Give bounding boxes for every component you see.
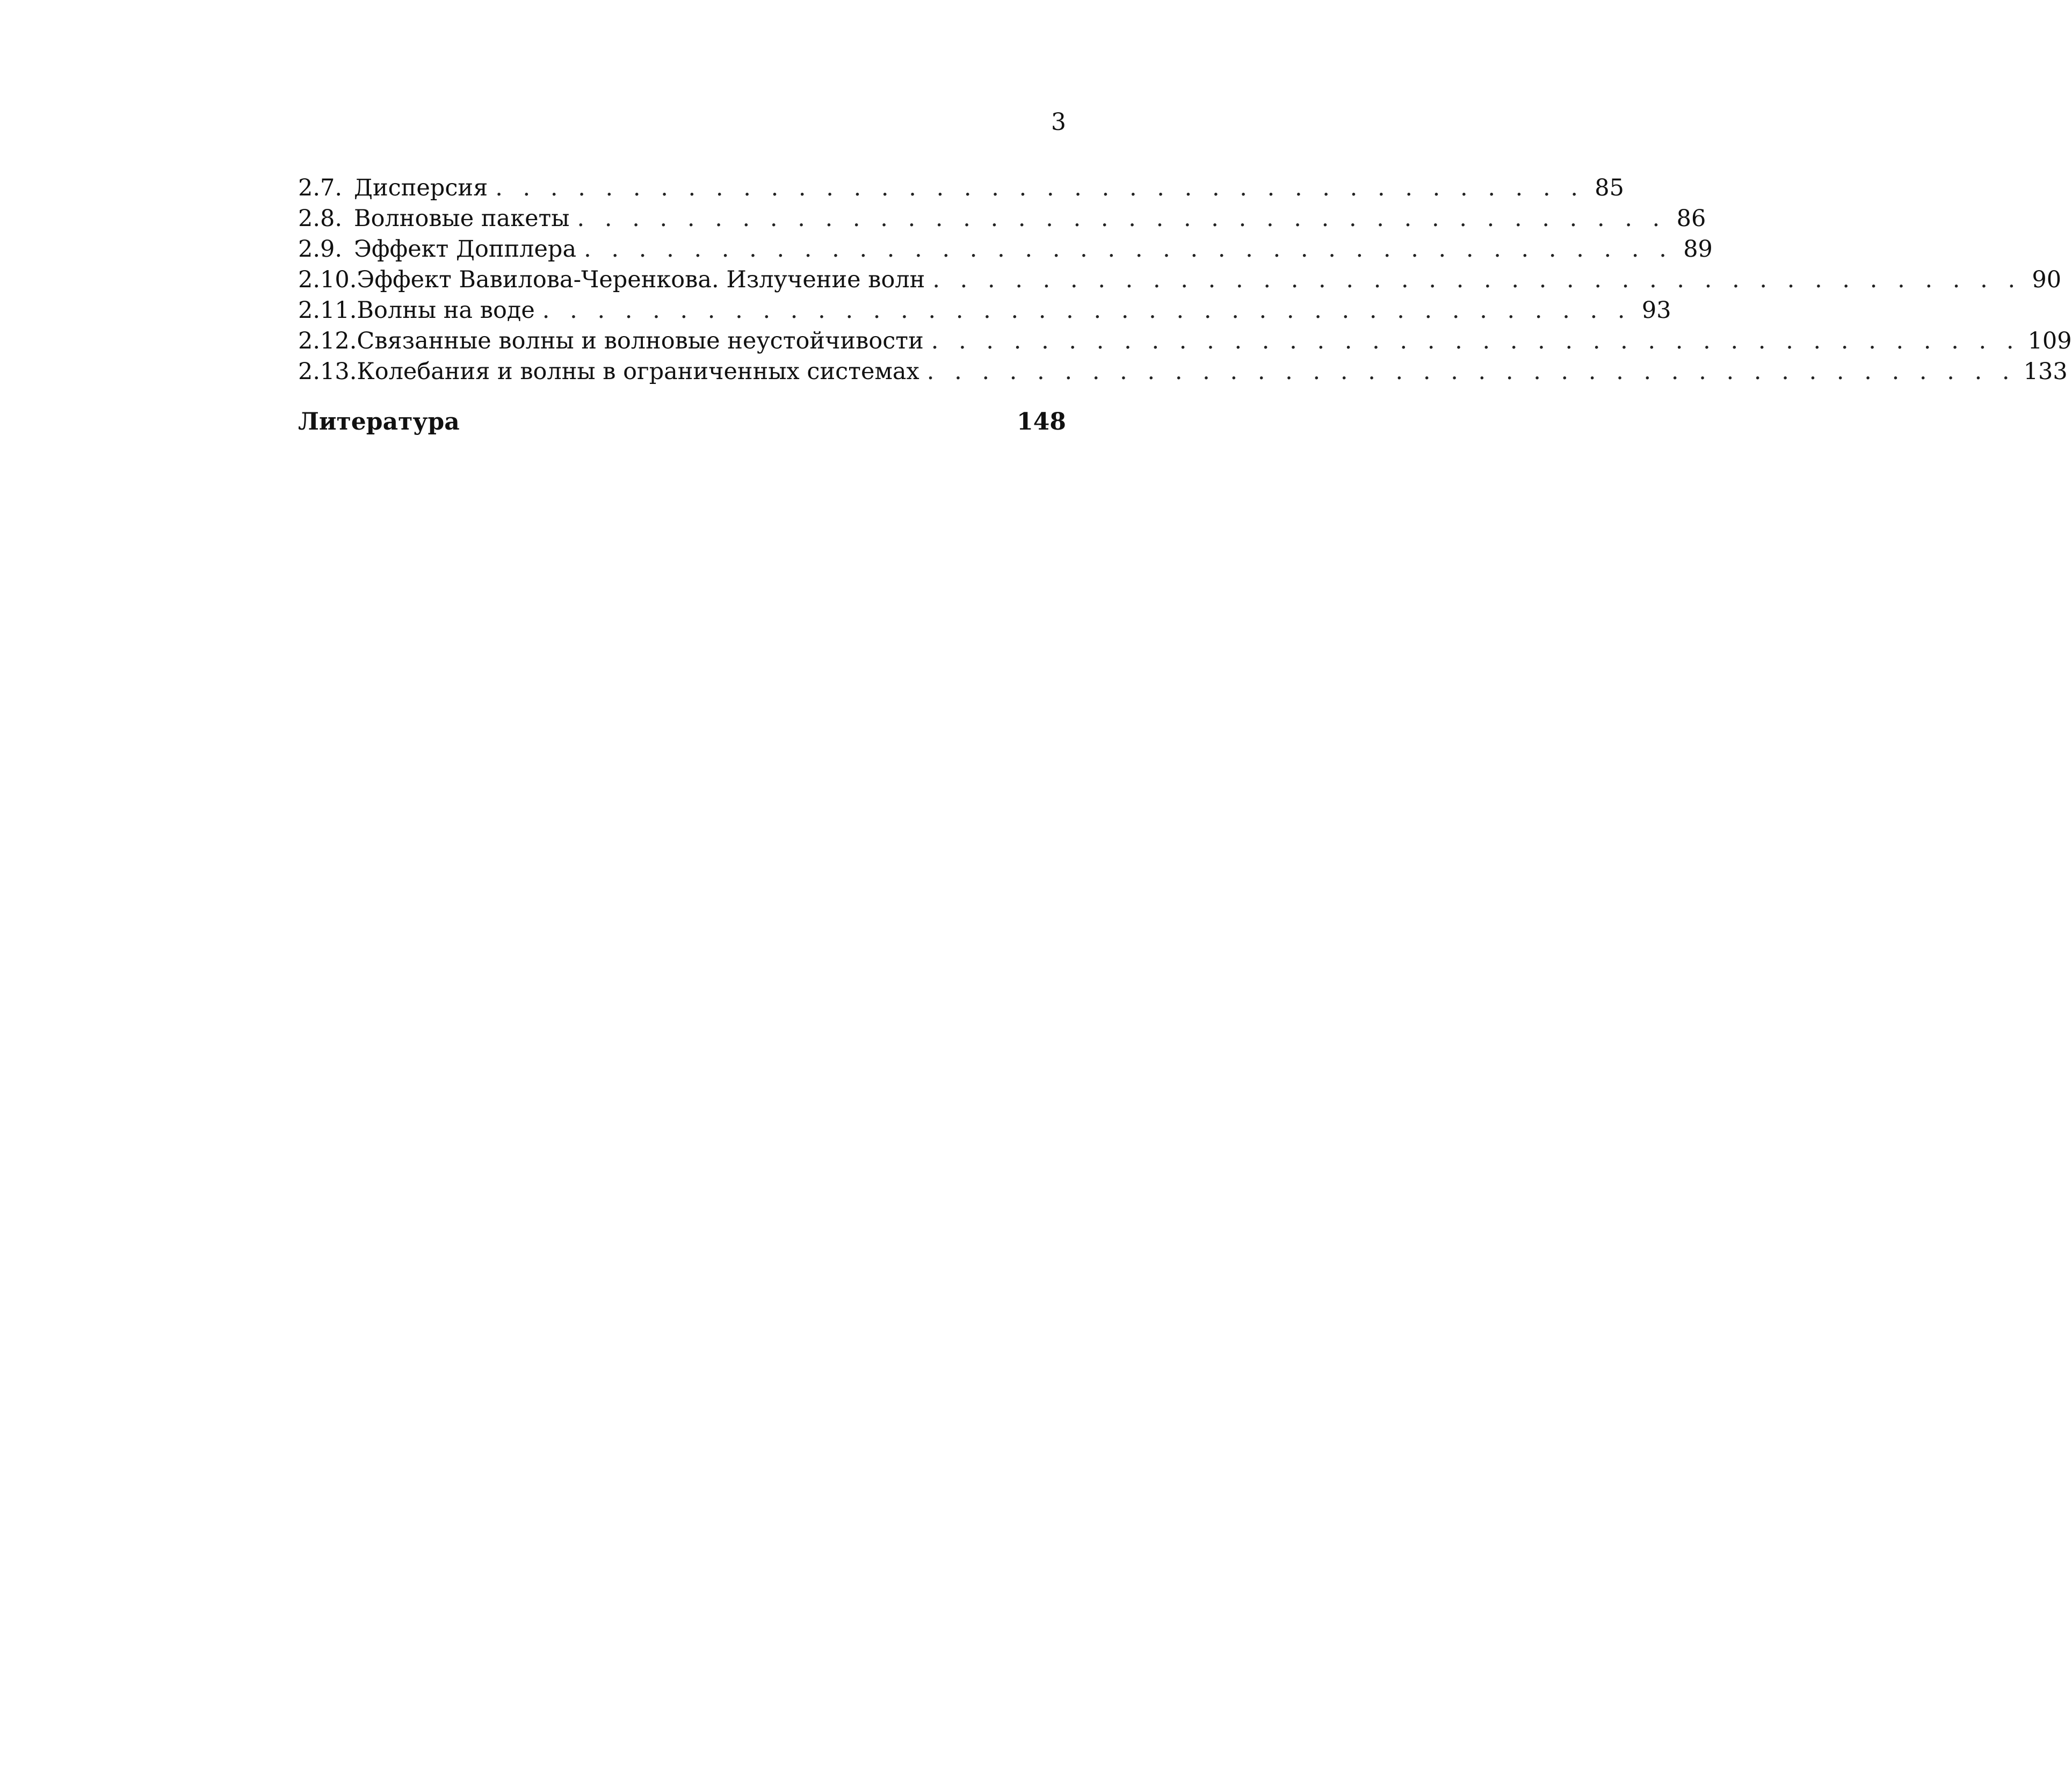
dot-leader: . . . . . . . . . . . . . . . . . . . . . . . . . . . . . . . . . . . . . . . . <box>542 297 1632 324</box>
toc-entry-title: Волны на воде <box>357 297 535 324</box>
dot-leader: . . . . . . . . . . . . . . . . . . . . . . . . . . . . . . . . . . . . . . . . <box>926 358 2016 385</box>
page-number: 3 <box>1051 108 1066 136</box>
dot-leader: . . . . . . . . . . . . . . . . . . . . . . . . . . . . . . . . . . . . . . . . <box>584 236 1673 263</box>
toc-entry-page: 133 <box>2023 358 2068 385</box>
toc-entry-page: 89 <box>1683 236 1713 263</box>
toc-entry-title: Дисперсия <box>354 175 488 201</box>
toc-entry-number: 2.11. <box>298 297 357 324</box>
toc-entry-page: 86 <box>1676 205 1706 232</box>
toc-entry-page: 85 <box>1595 175 1625 201</box>
dot-leader: . . . . . . . . . . . . . . . . . . . . . . . . . . . . . . . . . . . . . . . . <box>495 175 1585 201</box>
toc-entry[interactable] <box>298 204 1706 234</box>
toc-entry-number: 2.12. <box>298 328 357 354</box>
toc-entry-title: Волновые пакеты <box>354 205 570 232</box>
table-of-contents <box>298 173 2072 438</box>
dot-leader: . . . . . . . . . . . . . . . . . . . . . . . . . . . . . . . . . . . . . . . . <box>931 328 2020 354</box>
toc-bibliography[interactable] <box>298 406 1066 438</box>
bibliography-page: 148 <box>1017 408 1066 435</box>
toc-entry-number: 2.9. <box>298 236 343 263</box>
toc-entry-page: 90 <box>2032 266 2062 293</box>
toc-entry-number: 2.7. <box>298 175 343 201</box>
toc-entry-title: Эффект Вавилова-Черенкова. Излучение волн <box>357 266 925 293</box>
toc-entry-title: Эффект Допплера <box>354 236 577 263</box>
dot-leader: . . . . . . . . . . . . . . . . . . . . . . . . . . . . . . . . . . . . . . . . <box>932 266 2022 293</box>
toc-entry[interactable] <box>298 265 2062 295</box>
toc-entry[interactable] <box>298 173 1625 204</box>
bibliography-title: Литература <box>298 408 460 435</box>
toc-entry-page: 93 <box>1641 297 1671 324</box>
toc-entry-page: 109 <box>2027 328 2072 354</box>
dot-leader: . . . . . . . . . . . . . . . . . . . . . . . . . . . . . . . . . . . . . . . . <box>577 205 1667 232</box>
toc-entry[interactable] <box>298 234 1713 265</box>
toc-entry-number: 2.10. <box>298 266 357 293</box>
toc-entry[interactable] <box>298 357 2068 387</box>
toc-entry-number: 2.8. <box>298 205 343 232</box>
toc-entry-title: Связанные волны и волновые неустойчивости <box>357 328 924 354</box>
toc-entry-number: 2.13. <box>298 358 357 385</box>
toc-entry-title: Колебания и волны в ограниченных системах <box>357 358 919 385</box>
toc-entry[interactable] <box>298 295 1671 326</box>
toc-entry[interactable] <box>298 326 2072 357</box>
